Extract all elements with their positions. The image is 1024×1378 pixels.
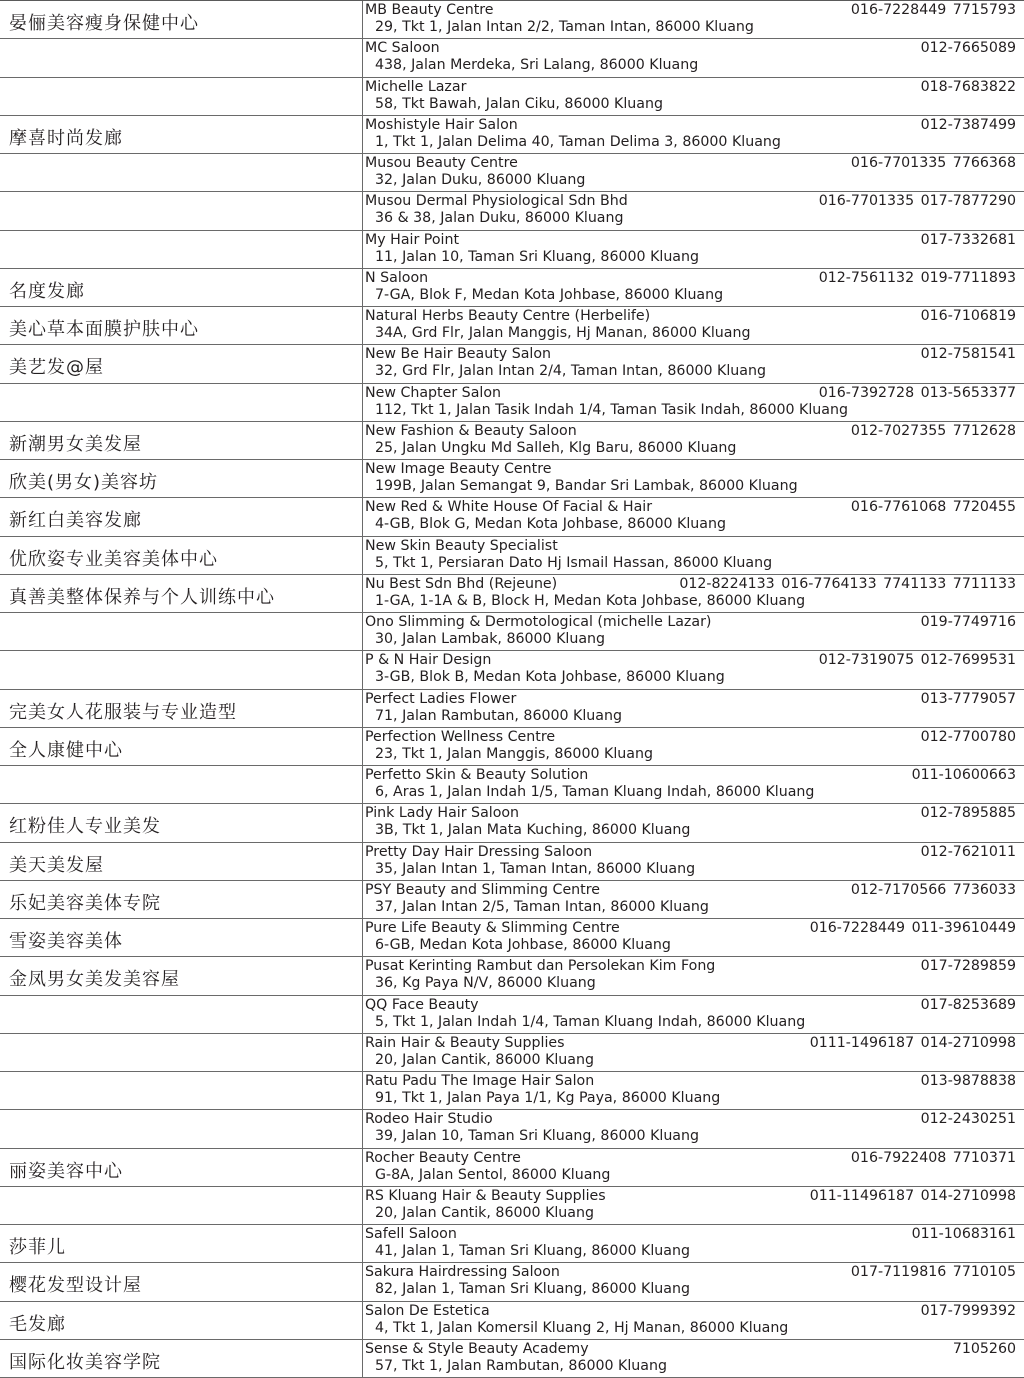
- business-name: Pusat Kerinting Rambut dan Persolekan Kim Fong: [365, 958, 716, 975]
- business-name: Sense & Style Beauty Academy: [365, 1340, 589, 1357]
- business-address: 35, Jalan Intan 1, Taman Intan, 86000 Kluang: [375, 860, 696, 877]
- listing-row: [0, 78, 1024, 116]
- listing-row: [0, 728, 1024, 766]
- business-address: 34A, Grd Flr, Jalan Manggis, Hj Manan, 86000 Kluang: [375, 325, 751, 341]
- business-address: 25, Jalan Ungku Md Salleh, Klg Baru, 86000 Kluang: [375, 439, 737, 456]
- phone-numbers: 017-7289859: [920, 958, 1016, 975]
- phone-numbers: 012-7170566 7736033: [850, 881, 1016, 898]
- chinese-name: 新红白美容发廊: [9, 510, 142, 532]
- listing-row: [0, 613, 1024, 651]
- phone-numbers: 017-7999392: [920, 1302, 1016, 1319]
- phone-numbers: 016-7701335 7766368: [850, 155, 1016, 171]
- business-address: 5, Tkt 1, Jalan Indah 1/4, Taman Kluang Indah, 86000 Kluang: [375, 1013, 806, 1030]
- phone-numbers: 016-7228449 7715793: [850, 2, 1016, 18]
- business-address: 71, Jalan Rambutan, 86000 Kluang: [375, 707, 622, 724]
- column-divider: [362, 996, 363, 1033]
- phone-numbers: 017-7332681: [920, 231, 1016, 248]
- business-name: New Fashion & Beauty Saloon: [365, 422, 577, 439]
- business-address: 199B, Jalan Semangat 9, Bandar Sri Lambak, 86000 Kluang: [375, 478, 798, 494]
- business-address: 6-GB, Medan Kota Johbase, 86000 Kluang: [375, 937, 671, 953]
- phone-numbers: 012-7319075 012-7699531: [818, 652, 1016, 669]
- chinese-name: 丽姿美容中心: [9, 1160, 123, 1182]
- listing-row: [0, 537, 1024, 575]
- listing-row: [0, 690, 1024, 728]
- business-address: 5, Tkt 1, Persiaran Dato Hj Ismail Hassan, 86000 Kluang: [375, 554, 773, 571]
- listing-row: [0, 766, 1024, 804]
- chinese-name: 名度发廊: [9, 280, 85, 302]
- listing-row: [0, 804, 1024, 842]
- column-divider: [362, 957, 363, 994]
- business-address: 58, Tkt Bawah, Jalan Ciku, 86000 Kluang: [375, 95, 663, 112]
- listing-row: [0, 843, 1024, 881]
- listing-row: [0, 1, 1024, 39]
- business-address: 438, Jalan Merdeka, Sri Lalang, 86000 Kluang: [375, 57, 699, 74]
- listing-row: [0, 1149, 1024, 1187]
- listing-row: [0, 1263, 1024, 1301]
- listing-row: [0, 154, 1024, 192]
- listing-row: [0, 996, 1024, 1034]
- column-divider: [362, 422, 363, 459]
- listing-row: [0, 231, 1024, 269]
- business-name: Natural Herbs Beauty Centre (Herbelife): [365, 308, 651, 324]
- business-address: 112, Tkt 1, Jalan Tasik Indah 1/4, Taman Tasik Indah, 86000 Kluang: [375, 401, 848, 418]
- business-name: New Chapter Salon: [365, 384, 502, 401]
- phone-numbers: 013-7779057: [920, 690, 1016, 707]
- chinese-name: 摩喜时尚发廊: [9, 127, 123, 149]
- listing-row: [0, 307, 1024, 345]
- column-divider: [362, 460, 363, 497]
- business-name: Perfetto Skin & Beauty Solution: [365, 767, 589, 783]
- column-divider: [362, 498, 363, 535]
- business-name: P & N Hair Design: [365, 652, 492, 669]
- business-name: Ratu Padu The Image Hair Salon: [365, 1073, 595, 1089]
- business-address: 32, Grd Flr, Jalan Intan 2/4, Taman Intan, 86000 Kluang: [375, 363, 766, 380]
- phone-numbers: 017-7119816 7710105: [850, 1264, 1016, 1281]
- column-divider: [362, 269, 363, 306]
- phone-numbers: 012-7387499: [920, 116, 1016, 133]
- listing-row: [0, 345, 1024, 383]
- column-divider: [362, 1149, 363, 1186]
- column-divider: [362, 728, 363, 765]
- business-name: MC Saloon: [365, 40, 440, 57]
- business-name: MB Beauty Centre: [365, 2, 494, 18]
- listing-row: [0, 1110, 1024, 1148]
- column-divider: [362, 384, 363, 421]
- phone-numbers: 016-7701335 017-7877290: [818, 193, 1016, 210]
- business-name: My Hair Point: [365, 231, 460, 248]
- business-address: 20, Jalan Cantik, 86000 Kluang: [375, 1204, 594, 1221]
- listing-row: [0, 575, 1024, 613]
- business-address: 20, Jalan Cantik, 86000 Kluang: [375, 1051, 594, 1068]
- listing-row: [0, 881, 1024, 919]
- listing-row: [0, 384, 1024, 422]
- phone-numbers: 012-7027355 7712628: [850, 422, 1016, 439]
- phone-numbers: 016-7922408 7710371: [850, 1149, 1016, 1166]
- column-divider: [362, 116, 363, 153]
- chinese-name: 莎菲儿: [9, 1237, 66, 1258]
- business-address: 4-GB, Blok G, Medan Kota Johbase, 86000 Kluang: [375, 516, 726, 533]
- column-divider: [362, 1340, 363, 1377]
- business-address: 29, Tkt 1, Jalan Intan 2/2, Taman Intan, 86000 Kluang: [375, 19, 754, 35]
- business-name: Musou Beauty Centre: [365, 155, 518, 171]
- chinese-name: 全人康健中心: [9, 739, 123, 761]
- business-name: Nu Best Sdn Bhd (Rejeune): [365, 575, 558, 592]
- column-divider: [362, 537, 363, 574]
- column-divider: [362, 919, 363, 956]
- phone-numbers: 012-7700780: [920, 728, 1016, 745]
- phone-numbers: 011-10600663: [911, 767, 1016, 783]
- column-divider: [362, 78, 363, 115]
- column-divider: [362, 766, 363, 803]
- column-divider: [362, 307, 363, 344]
- business-name: Rocher Beauty Centre: [365, 1149, 521, 1166]
- business-name: Pink Lady Hair Saloon: [365, 805, 520, 822]
- business-address: 91, Tkt 1, Jalan Paya 1/1, Kg Paya, 86000 Kluang: [375, 1090, 721, 1106]
- business-name: Musou Dermal Physiological Sdn Bhd: [365, 193, 628, 210]
- listing-row: [0, 498, 1024, 536]
- phone-numbers: 012-7581541: [920, 346, 1016, 363]
- business-address: 23, Tkt 1, Jalan Manggis, 86000 Kluang: [375, 745, 653, 762]
- phone-numbers: 016-7761068 7720455: [850, 499, 1016, 516]
- business-name: New Image Beauty Centre: [365, 461, 552, 477]
- column-divider: [362, 1072, 363, 1109]
- business-name: Pure Life Beauty & Slimming Centre: [365, 920, 620, 936]
- column-divider: [362, 39, 363, 76]
- chinese-name: 乐妃美容美体专院: [9, 892, 161, 914]
- chinese-name: 优欣姿专业美容美体中心: [9, 548, 218, 570]
- column-divider: [362, 1034, 363, 1071]
- listing-row: [0, 1187, 1024, 1225]
- chinese-name: 雪姿美容美体: [9, 931, 123, 952]
- listing-row: [0, 460, 1024, 498]
- phone-numbers: 016-7392728 013-5653377: [818, 384, 1016, 401]
- listing-row: [0, 1072, 1024, 1110]
- listing-row: [0, 1302, 1024, 1340]
- phone-numbers: 011-10683161: [911, 1226, 1016, 1242]
- phone-numbers: 013-9878838: [920, 1073, 1016, 1089]
- listing-row: [0, 957, 1024, 995]
- chinese-name: 美艺发@屋: [9, 357, 104, 379]
- business-address: 41, Jalan 1, Taman Sri Kluang, 86000 Kluang: [375, 1243, 690, 1259]
- column-divider: [362, 345, 363, 382]
- business-address: 32, Jalan Duku, 86000 Kluang: [375, 172, 586, 188]
- business-name: Ono Slimming & Dermotological (michelle Lazar): [365, 614, 712, 630]
- chinese-name: 红粉佳人专业美发: [9, 816, 161, 838]
- chinese-name: 真善美整体保养与个人训练中心: [9, 586, 275, 608]
- column-divider: [362, 1302, 363, 1339]
- business-address: 4, Tkt 1, Jalan Komersil Kluang 2, Hj Manan, 86000 Kluang: [375, 1319, 789, 1336]
- column-divider: [362, 192, 363, 229]
- column-divider: [362, 613, 363, 650]
- phone-numbers: 017-8253689: [920, 996, 1016, 1013]
- business-name: QQ Face Beauty: [365, 996, 479, 1013]
- listing-row: [0, 651, 1024, 689]
- phone-numbers: 7105260: [952, 1340, 1016, 1357]
- chinese-name: 金凤男女美发美容屋: [9, 969, 180, 991]
- business-name: Salon De Estetica: [365, 1302, 490, 1319]
- business-name: Rodeo Hair Studio: [365, 1111, 493, 1128]
- column-divider: [362, 231, 363, 268]
- phone-numbers: 012-7895885: [920, 805, 1016, 822]
- column-divider: [362, 690, 363, 727]
- business-name: Sakura Hairdressing Saloon: [365, 1264, 560, 1281]
- business-address: 1-GA, 1-1A & B, Block H, Medan Kota Johbase, 86000 Kluang: [375, 592, 806, 609]
- phone-numbers: 018-7683822: [920, 78, 1016, 95]
- listing-row: [0, 269, 1024, 307]
- business-name: Rain Hair & Beauty Supplies: [365, 1034, 565, 1051]
- business-name: New Red & White House Of Facial & Hair: [365, 499, 653, 516]
- phone-numbers: 012-7665089: [920, 40, 1016, 57]
- business-address: 39, Jalan 10, Taman Sri Kluang, 86000 Kluang: [375, 1128, 699, 1145]
- phone-numbers: 012-7561132 019-7711893: [818, 269, 1016, 286]
- chinese-name: 毛发廊: [9, 1313, 66, 1335]
- business-address: 36 & 38, Jalan Duku, 86000 Kluang: [375, 210, 624, 227]
- business-address: 82, Jalan 1, Taman Sri Kluang, 86000 Kluang: [375, 1281, 690, 1298]
- business-address: 30, Jalan Lambak, 86000 Kluang: [375, 631, 606, 647]
- business-name: RS Kluang Hair & Beauty Supplies: [365, 1187, 606, 1204]
- business-name: N Saloon: [365, 269, 429, 286]
- column-divider: [362, 804, 363, 841]
- phone-numbers: 016-7228449 011-39610449: [809, 920, 1016, 936]
- column-divider: [362, 843, 363, 880]
- chinese-name: 晏俪美容瘦身保健中心: [9, 13, 199, 34]
- chinese-name: 欣美(男女)美容坊: [9, 472, 159, 493]
- business-address: 7-GA, Blok F, Medan Kota Johbase, 86000 Kluang: [375, 286, 724, 303]
- column-divider: [362, 154, 363, 191]
- phone-numbers: 016-7106819: [920, 308, 1016, 324]
- business-name: Perfection Wellness Centre: [365, 728, 556, 745]
- chinese-name: 美心草本面膜护肤中心: [9, 319, 199, 340]
- business-address: G-8A, Jalan Sentol, 86000 Kluang: [375, 1166, 611, 1183]
- business-name: Safell Saloon: [365, 1226, 457, 1242]
- listing-row: [0, 919, 1024, 957]
- business-name: Pretty Day Hair Dressing Saloon: [365, 843, 593, 860]
- chinese-name: 国际化妆美容学院: [9, 1351, 161, 1373]
- business-name: PSY Beauty and Slimming Centre: [365, 881, 600, 898]
- column-divider: [362, 1225, 363, 1262]
- chinese-name: 樱花发型设计屋: [9, 1275, 142, 1297]
- chinese-name: 新潮男女美发屋: [9, 433, 142, 455]
- business-name: Michelle Lazar: [365, 78, 467, 95]
- column-divider: [362, 1, 363, 38]
- column-divider: [362, 1263, 363, 1300]
- business-address: 6, Aras 1, Jalan Indah 1/5, Taman Kluang Indah, 86000 Kluang: [375, 784, 815, 800]
- chinese-name: 美天美发屋: [9, 854, 104, 876]
- business-address: 11, Jalan 10, Taman Sri Kluang, 86000 Kluang: [375, 248, 699, 265]
- listing-row: [0, 116, 1024, 154]
- phone-numbers: 012-2430251: [920, 1111, 1016, 1128]
- business-name: New Be Hair Beauty Salon: [365, 346, 552, 363]
- listing-row: [0, 1225, 1024, 1263]
- business-name: Perfect Ladies Flower: [365, 690, 517, 707]
- phone-numbers: 012-7621011: [920, 843, 1016, 860]
- column-divider: [362, 1187, 363, 1224]
- chinese-name: 完美女人花服装与专业造型: [9, 701, 237, 723]
- column-divider: [362, 1110, 363, 1147]
- listing-row: [0, 422, 1024, 460]
- listing-row: [0, 1034, 1024, 1072]
- business-address: 3B, Tkt 1, Jalan Mata Kuching, 86000 Kluang: [375, 822, 691, 839]
- phone-numbers: 012-8224133 016-7764133 7741133 7711133: [679, 575, 1016, 592]
- business-address: 37, Jalan Intan 2/5, Taman Intan, 86000 Kluang: [375, 898, 709, 915]
- listing-row: [0, 39, 1024, 77]
- business-name: New Skin Beauty Specialist: [365, 537, 558, 554]
- phone-numbers: 011-11496187 014-2710998: [809, 1187, 1016, 1204]
- phone-numbers: 019-7749716: [920, 614, 1016, 630]
- column-divider: [362, 881, 363, 918]
- business-name: Moshistyle Hair Salon: [365, 116, 518, 133]
- listing-row: [0, 192, 1024, 230]
- phone-numbers: 0111-1496187 014-2710998: [809, 1034, 1016, 1051]
- business-address: 1, Tkt 1, Jalan Delima 40, Taman Delima 3, 86000 Kluang: [375, 133, 781, 150]
- business-address: 36, Kg Paya N/V, 86000 Kluang: [375, 975, 596, 992]
- listing-row: [0, 1340, 1024, 1378]
- column-divider: [362, 575, 363, 612]
- business-address: 57, Tkt 1, Jalan Rambutan, 86000 Kluang: [375, 1357, 667, 1374]
- column-divider: [362, 651, 363, 688]
- business-address: 3-GB, Blok B, Medan Kota Johbase, 86000 Kluang: [375, 669, 725, 686]
